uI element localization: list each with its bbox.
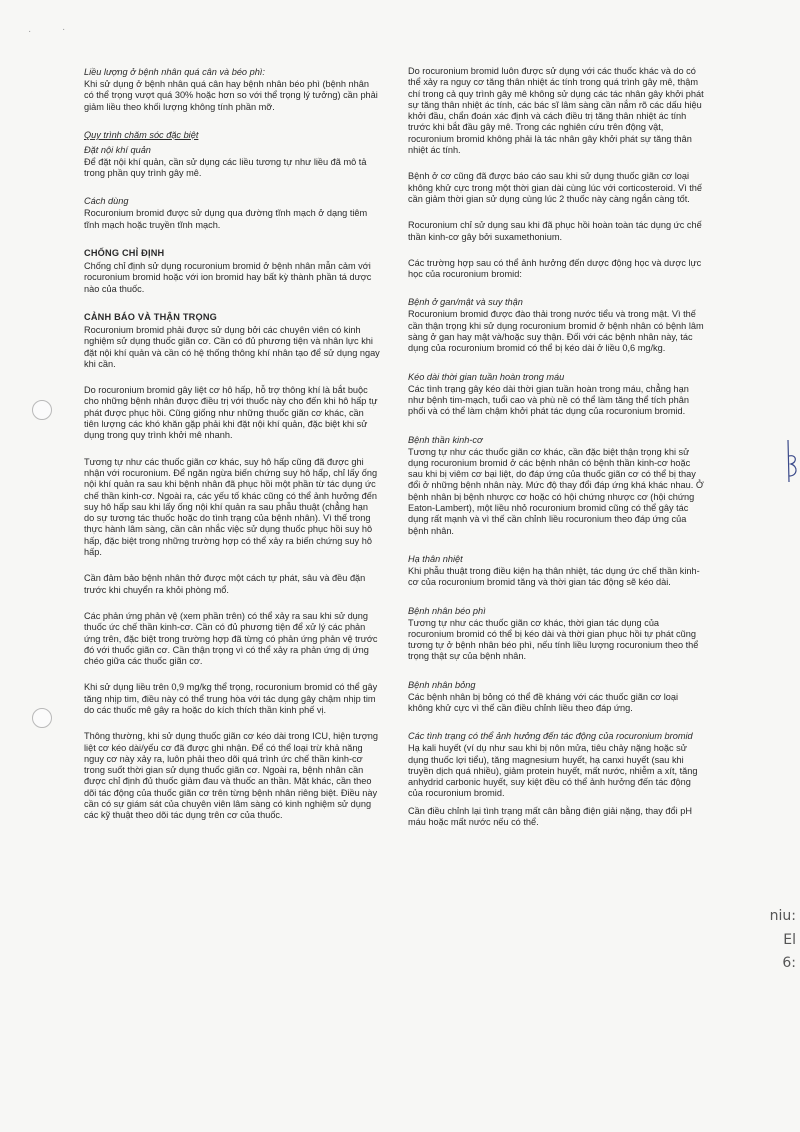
section-heading: Liều lượng ở bệnh nhân quá cân và béo phì:: [84, 67, 265, 77]
section-heading: CẢNH BÁO VÀ THẬN TRỌNG: [84, 311, 218, 322]
paragraph: Các trường hợp sau có thể ảnh hưởng đến dược động học và dược lực học của rocuronium bromid:: [408, 257, 702, 280]
section-obese-dosage: [84, 66, 380, 113]
section-heading: Bệnh thần kinh-cơ: [408, 434, 483, 445]
paragraph: Cần đảm bảo bệnh nhân thở được một cách tự phát, sâu và đều đặn trước khi chuyển ra khỏi phòng mổ.: [84, 573, 366, 595]
edge-text: niu:: [769, 908, 796, 924]
paragraph: Các phản ứng phản vệ (xem phần trên) có thể xảy ra sau khi sử dụng thuốc ức chế thần kinh-cơ. Cần có đủ phương tiện để xử lý các phản ứng trên, đặc biệt trong trường hợp đã từng có phản ứng phản vệ trước đó với thuốc giãn cơ. Cần thận trọng vì có thể xảy ra phản ứng dị ứng chéo giữa các thuốc giãn cơ.: [84, 610, 378, 667]
paragraph: Các bệnh nhân bị bỏng có thể đề kháng với các thuốc giãn cơ loại không khử cực vì thế cần điều chỉnh liều theo đáp ứng.: [408, 691, 678, 713]
section-hypothermia: [408, 553, 704, 589]
section-neuromuscular: [408, 434, 704, 537]
section-heading: Bệnh nhân bỏng: [408, 679, 476, 690]
section-heading: CHỐNG CHỈ ĐỊNH: [84, 248, 165, 259]
paragraph: Do rocuronium bromid luôn được sử dụng với các thuốc khác và do có thể xảy ra nguy cơ tăng thân nhiệt ác tính trong quá trình gây mê, thậm chí trong cả quy trình gây mê không sử dụng các tác nhân gây khởi phát sự tăng thân nhiệt ác tính, các bác sĩ lâm sàng cần nắm rõ các dấu hiệu khởi đầu, chẩn đoán xác định và cách điều trị tăng thân nhiệt ác tính trước khi bắt đầu gây mê. Trong các nghiên cứu trên động vật, rocuronium bromid không phải là tác nhân gây khởi phát sự tăng thân nhiệt ác tính.: [408, 66, 704, 156]
section-circulation: [408, 371, 704, 418]
section-heading: Cách dùng: [84, 196, 129, 207]
section-warnings: [84, 311, 380, 822]
paragraph: Rocuronium bromid phải được sử dụng bởi các chuyên viên có kinh nghiệm sử dụng thuốc giãn cơ. Cần có đủ phương tiện và nhân lực khi đặt nội khí quản và cần có hệ thống thông khí nhân tạo để sử dụng ngay khi cần.: [84, 324, 380, 369]
paragraph: Tương tự như các thuốc giãn cơ khác, suy hô hấp cũng đã được ghi nhận với rocuronium. Để ngăn ngừa biến chứng suy hô hấp, chỉ lấy ống nội khí quản ra sau khi bệnh nhân đã phục hồi một phần từ tác dụng ức chế thần kinh-cơ. Ngoài ra, các yếu tố khác cũng có thể ảnh hưởng đến suy hô hấp sau khi lấy ống nội khí quản ra sau phẫu thuật (chẳng hạn do sự tương tác thuốc hoặc do tình trạng của bệnh nhân). Vì thế trong thực hành lâm sàng, cần cân nhắc việc sử dụng thuốc phục hồi suy hô hấp, đặc biệt trong những trường hợp có thể xảy ra biến chứng suy hô hấp.: [84, 456, 378, 558]
section-liver-kidney: [408, 296, 704, 354]
paragraph: Khi sử dụng ở bệnh nhân quá cân hay bệnh nhân béo phì (bệnh nhân có thể trọng vượt quá 30% hoặc hơn so với thể trọng lý tưởng) cần phải giảm liều theo khối lượng không tính phần mỡ.: [84, 79, 378, 112]
edge-text: El: [783, 932, 796, 948]
section-heading: Bệnh ở gan/mật và suy thận: [408, 297, 523, 308]
paragraph: Cần điều chỉnh lại tình trạng mất cân bằng điện giải nặng, thay đổi pH máu hoặc mất nước nếu có thể.: [408, 805, 692, 828]
section-heading: Bệnh nhân béo phì: [408, 605, 486, 616]
paragraph: Tương tự như các thuốc giãn cơ khác, thời gian tác dụng của rocuronium bromid có thể bị kéo dài và thời gian phục hồi tự phát cũng tương tự ở bệnh nhân béo phì, nếu tính liều lượng rocuronium theo thể trọng thật sự của bệnh nhân.: [408, 617, 699, 662]
scan-mark: ·: [28, 26, 32, 37]
paragraph: Rocuronium chỉ sử dụng sau khi đã phục hồi hoàn toàn tác dụng ức chế thần kinh-cơ gây bởi suxamethonium.: [408, 220, 702, 242]
punch-hole: [32, 400, 52, 420]
punch-hole: [32, 708, 52, 728]
paragraph: Rocuronium bromid được đào thải trong nước tiểu và trong mật. Vì thế cần thận trọng khi sử dụng rocuronium bromid ở bệnh nhân có bệnh lâm sàng ở gan hay mật và/hoặc suy thận. Đối với các bệnh nhân này, tác dụng của rocuronium bromid có thể bị kéo dài ở liều 0,6 mg/kg.: [408, 309, 704, 354]
paragraph: Bệnh ở cơ cũng đã được báo cáo sau khi sử dụng thuốc giãn cơ loại không khử cực trong một thời gian dài cùng lúc với corticosteroid. Vì thế cần giảm thời gian sử dụng cùng lúc 2 thuốc này càng ngắn càng tốt.: [408, 171, 702, 204]
section-heading: Kéo dài thời gian tuần hoàn trong máu: [408, 371, 565, 382]
section-obese: [408, 605, 704, 663]
subheading: Đặt nội khí quản: [84, 144, 151, 155]
section-special-care: [84, 129, 380, 180]
section-heading: Quy trình chăm sóc đặc biệt: [84, 129, 199, 140]
paragraph: Chống chỉ định sử dụng rocuronium bromid ở bệnh nhân mẫn cảm với rocuronium bromid hoặc với ion bromid hay bất kỳ thành phần tá dược nào của thuốc.: [84, 261, 372, 294]
paragraph: Khi phẫu thuật trong điều kiện hạ thân nhiệt, tác dụng ức chế thần kinh-cơ của rocuronium bromid tăng và thời gian tác động sẽ kéo dài.: [408, 565, 700, 588]
section-administration: [84, 195, 380, 231]
right-column: [408, 66, 704, 844]
section-conditions: [408, 730, 704, 828]
section-contraindications: [84, 247, 380, 295]
signature-mark: [786, 436, 800, 486]
edge-text: 6:: [782, 955, 796, 971]
left-column: [84, 66, 380, 838]
section-burns: [408, 679, 704, 715]
paragraph: Hạ kali huyết (ví dụ như sau khi bị nôn mửa, tiêu chảy nặng hoặc sử dụng thuốc lợi tiểu), tăng magnesium huyết, hạ canxi huyết (sau khi truyền dịch quá nhiều), giảm protein huyết, mất nước, nhiễm a xít, tăng anhydrid carbonic huyết, suy kiệt đều có thể ảnh hưởng đến tác động của rocuronium bromid.: [408, 743, 698, 799]
section-heading: Các tình trạng có thể ảnh hưởng đến tác động của rocuronium bromid: [408, 731, 693, 742]
paragraph: Do rocuronium bromid gây liệt cơ hô hấp, hỗ trợ thông khí là bắt buộc cho những bệnh nhân được điều trị với thuốc này cho đến khi hô hấp tự phát được phục hồi. Cũng giống như những thuốc giãn cơ khác, cần tiên lượng các khó khăn gặp phải khi đặt nội khí quản, đặc biệt khi sử dụng trong quy trình khởi mê nhanh.: [84, 385, 378, 441]
section-heading: Hạ thân nhiệt: [408, 553, 463, 564]
scan-mark: ·: [62, 24, 66, 35]
paragraph: Thông thường, khi sử dụng thuốc giãn cơ kéo dài trong ICU, hiện tượng liệt cơ kéo dài/yếu cơ đã được ghi nhận. Để có thể loại trừ khả năng nguy cơ này xảy ra, luôn phải theo dõi quá trình ức chế thần kinh-cơ trong suốt thời gian sử dụng thuốc giãn cơ. Ngoài ra, bệnh nhân cần được chỉ định đủ thuốc giảm đau và thuốc an thần. Mặt khác, cần theo dõi tác động của thuốc giãn cơ trên từng bệnh nhân riêng biệt. Điều này cần có sự giám sát của chuyên viên lâm sàng có kinh nghiệm sử dụng các kỹ thuật theo dõi tác dụng trên cơ của thuốc.: [84, 731, 378, 821]
paragraph: Khi sử dụng liều trên 0,9 mg/kg thể trọng, rocuronium bromid có thể gây tăng nhịp tim, điều này có thể trung hòa với tác dụng gây chậm nhịp tim do các thuốc mê gây ra hoặc do kích thích thần kinh phế vị.: [84, 682, 378, 715]
section-intro: [408, 66, 704, 280]
paragraph: Rocuronium bromid được sử dụng qua đường tĩnh mạch ở dạng tiêm tĩnh mạch hoặc truyền tĩnh mạch.: [84, 208, 368, 230]
paragraph: Tương tự như các thuốc giãn cơ khác, cần đặc biệt thận trọng khi sử dụng rocuronium bromid ở các bệnh nhân có bệnh thần kinh-cơ hoặc sau khi bị viêm cơ bại liệt, do đáp ứng của thuốc giãn cơ có thể bị thay đổi ở những bệnh nhân này. Mức độ thay đổi đáp ứng khá khác nhau. Ở bệnh nhân bị bệnh nhược cơ hoặc có hội chứng nhược cơ (hội chứng Eaton-Lambert), một liều nhỏ rocuronium bromid cũng có thể gây tác dụng rất mạnh và vì thế cần chỉnh liều rocuronium theo đáp ứng của bệnh nhân.: [408, 446, 704, 536]
paragraph: Để đặt nội khí quản, cần sử dụng các liều tương tự như liều đã mô tả trong phần quy trình gây mê.: [84, 156, 367, 179]
paragraph: Các tình trạng gây kéo dài thời gian tuần hoàn trong máu, chẳng hạn như bệnh tim-mạch, tuổi cao và phù nề có thể làm tăng thể tích phân phối và có thể làm chậm khởi phát tác dụng của rocuronium bromid.: [408, 383, 689, 417]
